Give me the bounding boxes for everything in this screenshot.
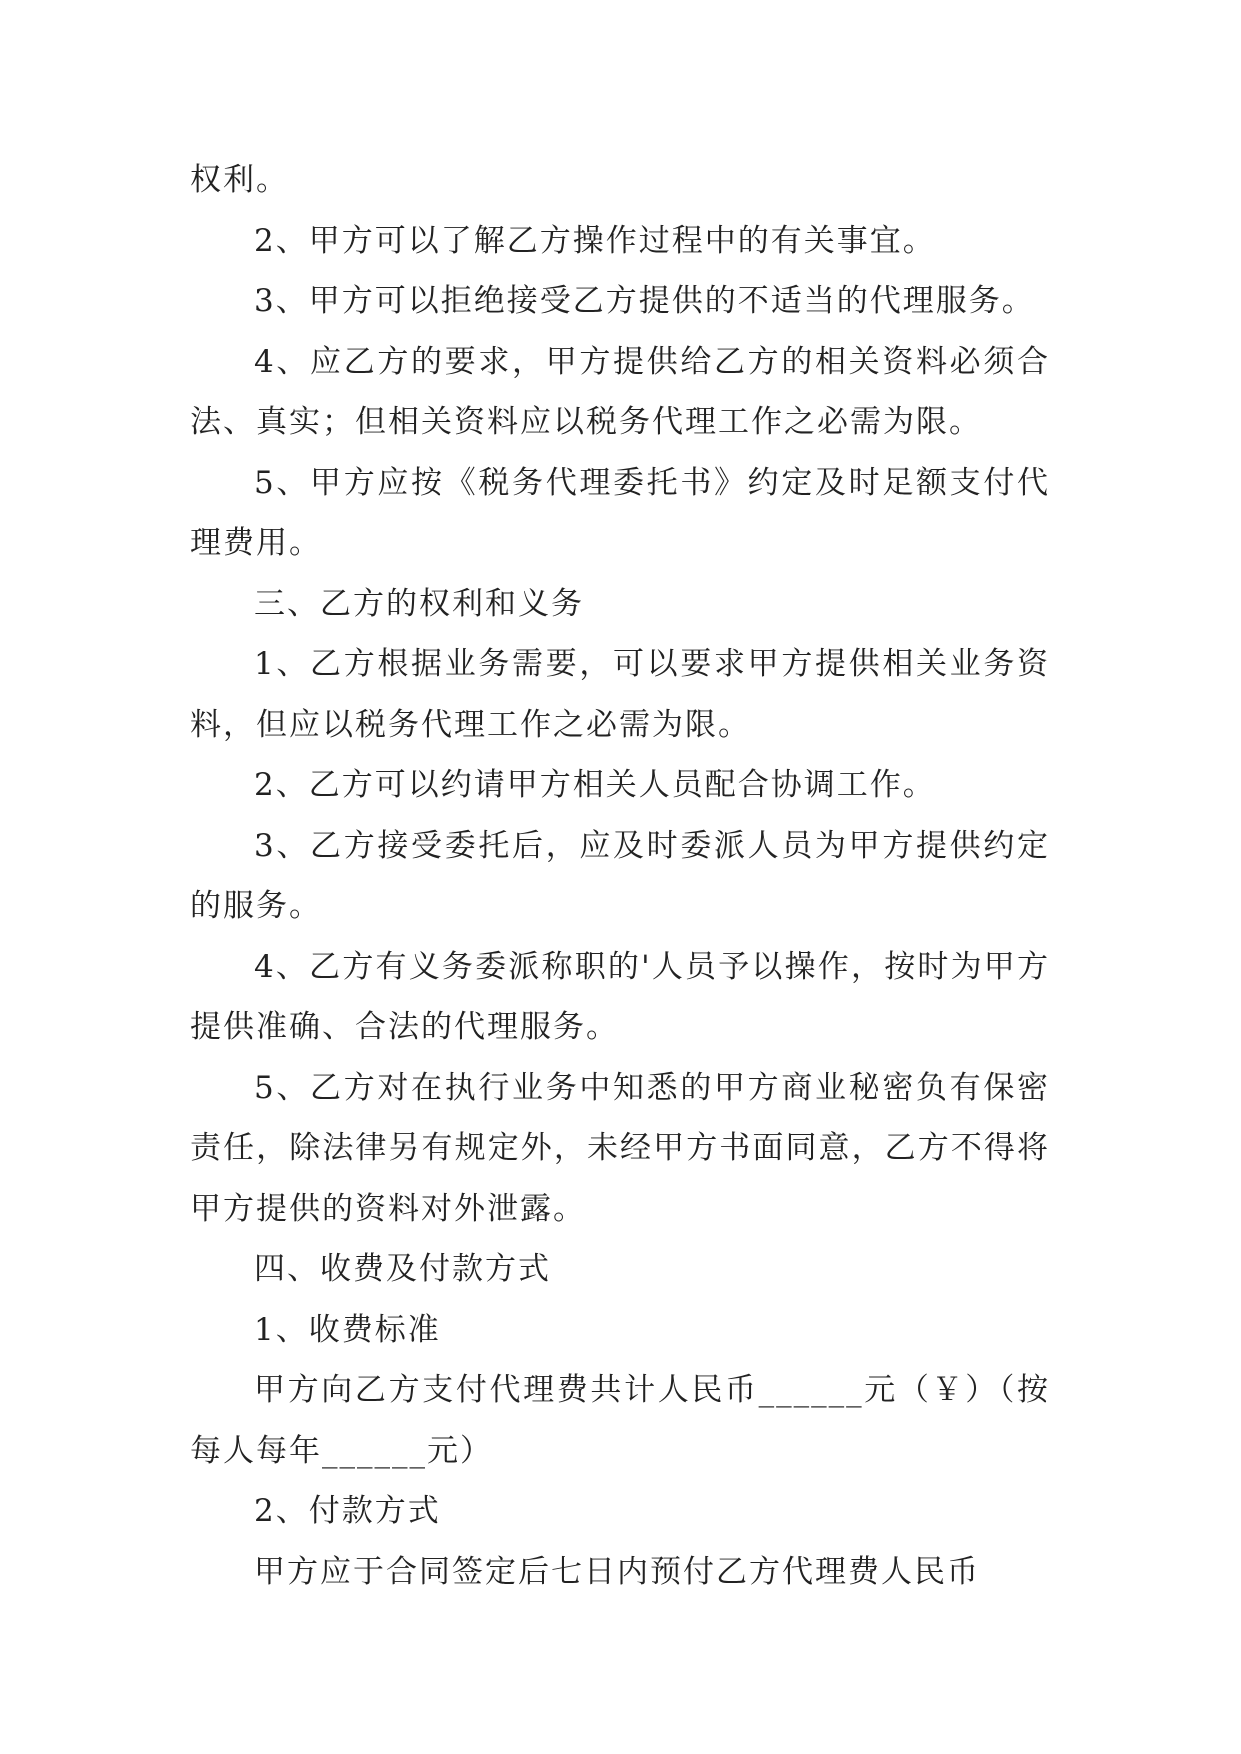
paragraph: 2、甲方可以了解乙方操作过程中的有关事宜。 — [254, 222, 936, 259]
subsection-heading: 2、付款方式 — [254, 1493, 441, 1529]
paragraph: 3、乙方接受委托后，应及时委派人员为甲方提供约定的服务。 — [190, 827, 1050, 924]
paragraph: 5、甲方应按《税务代理委托书》约定及时足额支付代理费用。 — [190, 464, 1050, 561]
document-body — [190, 150, 1050, 1602]
section-heading: 四、收费及付款方式 — [254, 1251, 551, 1287]
subsection-heading: 1、收费标准 — [254, 1311, 441, 1348]
section-heading: 三、乙方的权利和义务 — [254, 585, 584, 622]
paragraph: 2、乙方可以约请甲方相关人员配合协调工作。 — [254, 767, 936, 803]
paragraph: 4、应乙方的要求，甲方提供给乙方的相关资料必须合法、真实；但相关资料应以税务代理工作之必需为限。 — [190, 343, 1050, 440]
paragraph: 权利。 — [190, 162, 289, 198]
paragraph: 5、乙方对在执行业务中知悉的甲方商业秘密负有保密责任，除法律另有规定外，未经甲方书面同意，乙方不得将甲方提供的资料对外泄露。 — [190, 1069, 1050, 1227]
paragraph: 甲方应于合同签定后七日内预付乙方代理费人民币 — [254, 1553, 980, 1590]
paragraph: 甲方向乙方支付代理费共计人民币______元（￥）（按每人每年______元） — [190, 1372, 1050, 1469]
paragraph: 3、甲方可以拒绝接受乙方提供的不适当的代理服务。 — [254, 283, 1035, 319]
paragraph: 4、乙方有义务委派称职的'人员予以操作，按时为甲方提供准确、合法的代理服务。 — [190, 948, 1050, 1045]
paragraph: 1、乙方根据业务需要，可以要求甲方提供相关业务资料，但应以税务代理工作之必需为限。 — [190, 646, 1050, 743]
